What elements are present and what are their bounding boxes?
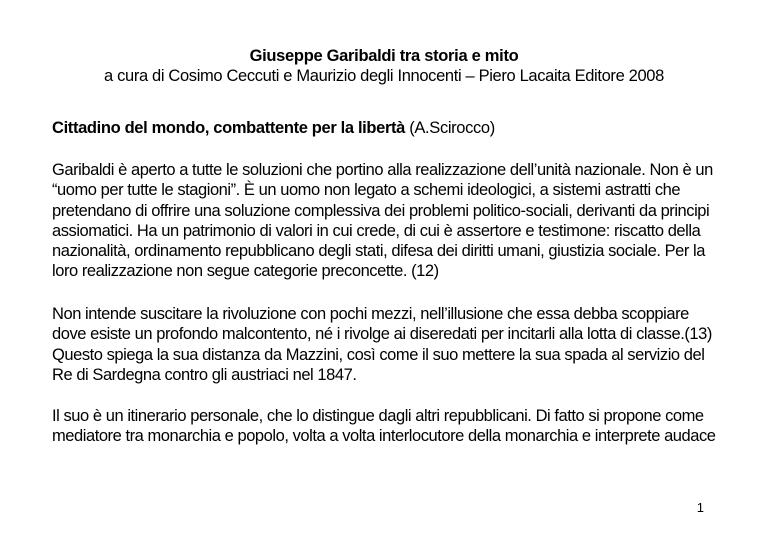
document-subtitle: a cura di Cosimo Ceccuti e Maurizio degli Innocenti – Piero Lacaita Editore 2008 [104,67,664,85]
section-heading [52,118,495,138]
paragraph-line: loro realizzazione non segue categorie preconcette. (12) [52,262,439,281]
paragraph-line: Il suo è un itinerario personale, che lo distingue dagli altri repubblicani. Di fatto si propone come [52,407,704,425]
section-heading-title: Cittadino del mondo, combattente per la libertà [52,119,406,137]
paragraph-line: pretendano di offrire una soluzione complessiva dei problemi politico-sociali, derivanti da principi [52,201,710,220]
paragraph-line: Non intende suscitare la rivoluzione con pochi mezzi, nell’illusione che essa debba scoppiare [52,305,689,323]
paragraph-line: Questo spiega la sua distanza da Mazzini, così come il suo mettere la sua spada al servizio del [52,345,705,364]
paragraph-line: “uomo per tutte le stagioni”. È un uomo non legato a schemi ideologici, a sistemi astratti che [52,181,681,200]
paragraph-line: mediatore tra monarchia e popolo, volta a volta interlocutore della monarchia e interprete audace [52,427,716,446]
paragraph-line: nazionalità, ordinamento repubblicano degli stati, difesa dei diritti umani, giustizia sociale. Per la [52,242,705,261]
paragraph-line: dove esiste un profondo malcontento, né i rivolge ai diseredati per incitarli alla lotta di classe.(13) [52,325,712,344]
paragraph-3 [52,406,732,447]
section-heading-author: (A.Scirocco) [405,119,495,137]
page-number: 1 [696,500,704,515]
paragraph-line: assiomatici. Ha un patrimonio di valori in cui crede, di cui è assertore e testimone: riscatto della [52,221,701,240]
paragraph-line: Garibaldi è aperto a tutte le soluzioni che portino alla realizzazione dell’unità nazionale. Non è un [52,161,713,179]
paragraph-1 [52,160,732,282]
document-title: Giuseppe Garibaldi tra storia e mito [249,47,519,65]
paragraph-line: Re di Sardegna contro gli austriaci nel 1847. [52,365,357,384]
paragraph-2 [52,304,732,385]
